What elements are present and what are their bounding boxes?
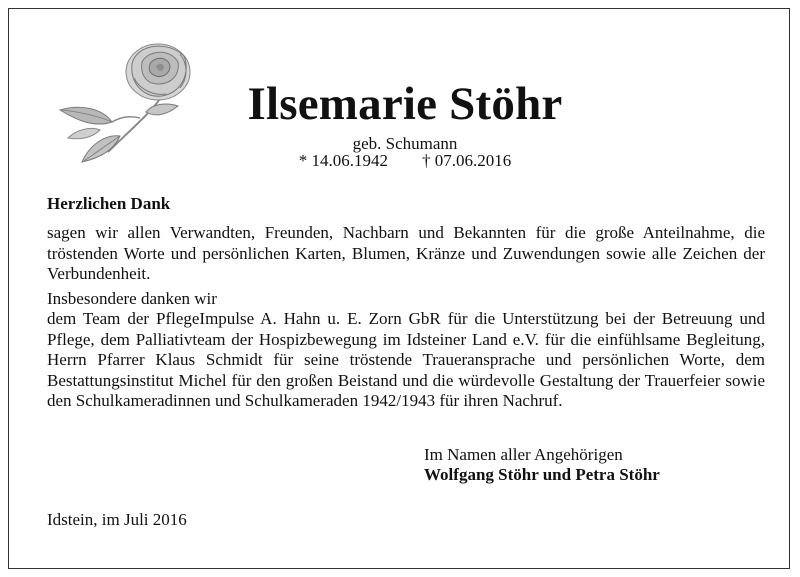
maiden-name: geb. Schumann xyxy=(352,134,458,153)
birth-date: * 14.06.1942 xyxy=(298,151,388,170)
life-dates xyxy=(200,151,610,171)
thanks-heading: Herzlichen Dank xyxy=(47,194,171,213)
signature-intro: Im Namen aller Angehörigen xyxy=(424,445,623,464)
rose-icon xyxy=(50,34,200,170)
signature-names: Wolfgang Stöhr und Petra Stöhr xyxy=(424,465,660,484)
death-date: † 07.06.2016 xyxy=(422,151,512,170)
place-and-date: Idstein, im Juli 2016 xyxy=(47,510,187,529)
thanks-paragraph-intro: Insbesondere danken wir xyxy=(47,289,217,308)
deceased-name: Ilsemarie Stöhr xyxy=(247,78,563,130)
thanks-paragraph-specific: dem Team der PflegeImpulse A. Hahn u. E. Zorn GbR für die Unterstützung bei der Betreuung und Pflege, dem Palliativteam der Hospizbewegung im Idsteiner Land e.V. für die einfühlsame Begleitung, Herrn Pfarrer Klaus Schmidt für seine tröstende Traueransprache und persönlichen Worte, dem Bestattungsinstitut Michel für den großen Beistand und die würdevolle Gestaltung der Trauerfeier sowie den Schulkameradinnen und Schulkameraden 1942/1943 für ihren Nachruf. xyxy=(47,309,765,410)
thanks-paragraph-general: sagen wir allen Verwandten, Freunden, Nachbarn und Bekannten für die große Anteilnahme, die tröstenden Worte und persönlichen Karten, Blumen, Kränze und Zuwendungen sowie alle Zeichen der Verbundenheit. xyxy=(47,223,765,283)
